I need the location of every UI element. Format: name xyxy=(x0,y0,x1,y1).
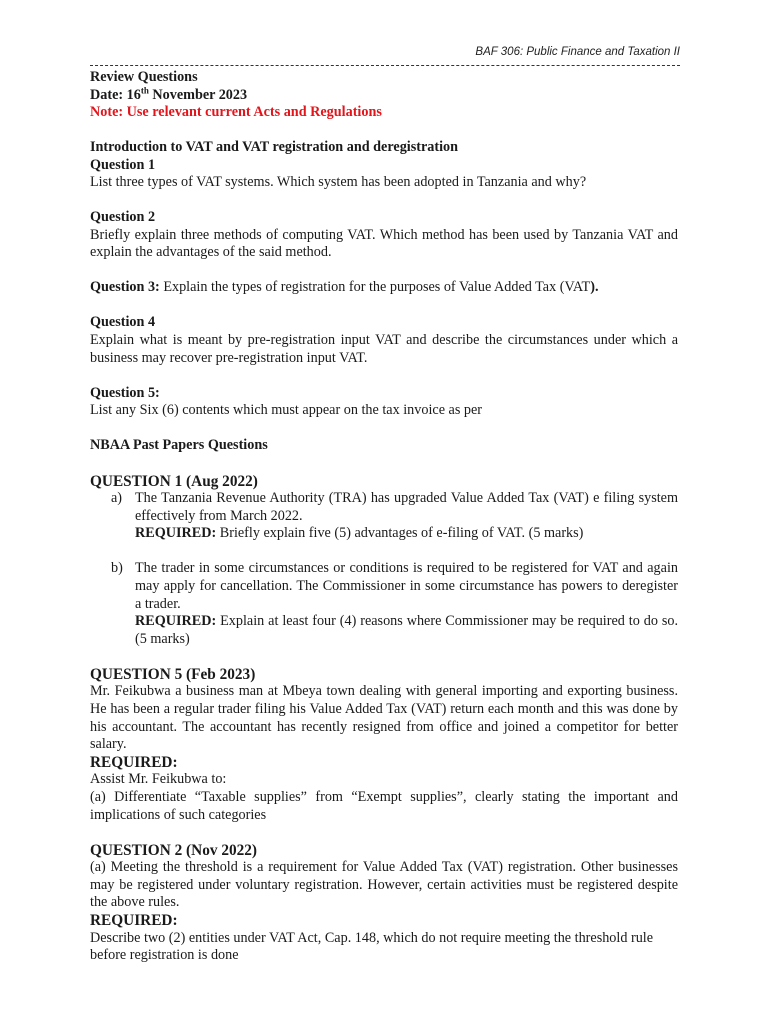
section-heading-intro: Introduction to VAT and VAT registration and deregistration xyxy=(90,139,459,156)
question-3-title: Question 3: xyxy=(90,279,160,296)
question-3 xyxy=(90,279,678,297)
nbaa-question-5-required: REQUIRED: xyxy=(90,753,178,771)
nbaa-question-2-describe: Describe two (2) entities under VAT Act, Cap. 148, which do not require meeting the threshold rule before registration is done xyxy=(90,929,654,964)
item-b-text: The trader in some circumstances or conditions is required to be registered for VAT and again may apply for cancellation. The Commissioner in some circumstance has powers to deregister a trader. xyxy=(135,560,678,612)
nbaa-q1-item-a xyxy=(90,490,678,543)
question-1-text: List three types of VAT systems. Which system has been adopted in Tanzania and why? xyxy=(90,174,587,191)
question-5-text: List any Six (6) contents which must appear on the tax invoice as per xyxy=(90,402,483,419)
question-2-title: Question 2 xyxy=(90,209,156,226)
question-5-title: Question 5: xyxy=(90,384,160,401)
nbaa-question-5-text: Mr. Feikubwa a business man at Mbeya town dealing with general importing and exporting business. He has been a regular trader filing his Value Added Tax (VAT) return each month and this was done by his accountant. The accountant has recently resigned from office and joined a competitor for better salary. xyxy=(90,683,678,753)
item-b-label: b) xyxy=(111,560,123,577)
course-title: BAF 306: Public Finance and Taxation II xyxy=(475,46,680,58)
document-date xyxy=(90,84,678,105)
question-3-end: ). xyxy=(590,279,599,296)
item-a-text: The Tanzania Revenue Authority (TRA) has upgraded Value Added Tax (VAT) e filing system effectively from March 2022. xyxy=(135,490,678,524)
nbaa-question-5-title: QUESTION 5 (Feb 2023) xyxy=(90,665,256,683)
question-2-text: Briefly explain three methods of computing VAT. Which method has been used by Tanzania VAT and explain the advantages of the said method. xyxy=(90,226,678,261)
nbaa-q1-item-b xyxy=(90,560,678,648)
required-text: Explain at least four (4) reasons where Commissioner may be required to do so. (5 marks) xyxy=(135,613,678,647)
item-b-required xyxy=(135,613,678,648)
nbaa-question-2-text: (a) Meeting the threshold is a requirement for Value Added Tax (VAT) registration. Other businesses may be registered under voluntary registration. However, certain activities must be registered despite the above rules. xyxy=(90,859,678,911)
review-title: Review Questions xyxy=(90,69,198,85)
note-line: Note: Use relevant current Acts and Regulations xyxy=(90,104,382,121)
document-body xyxy=(90,69,678,965)
nbaa-question-1-title: QUESTION 1 (Aug 2022) xyxy=(90,472,258,490)
question-1-title: Question 1 xyxy=(90,156,156,173)
nbaa-question-5-part-a: (a) Differentiate “Taxable supplies” from “Exempt supplies”, clearly stating the important and implications of such categories xyxy=(90,789,678,823)
required-label: REQUIRED: xyxy=(135,525,217,542)
question-3-text: Explain the types of registration for the purposes of Value Added Tax (VAT xyxy=(159,279,591,296)
required-text: Briefly explain five (5) advantages of e-filing of VAT. (5 marks) xyxy=(216,525,584,542)
nbaa-question-5-assist: Assist Mr. Feikubwa to: xyxy=(90,771,227,788)
item-a-label: a) xyxy=(111,490,123,507)
date-superscript: th xyxy=(140,84,149,95)
question-4-title: Question 4 xyxy=(90,314,156,331)
question-4-text: Explain what is meant by pre-registration input VAT and describe the circumstances under which a business may recover pre-registration input VAT. xyxy=(90,332,678,366)
nbaa-question-2-title: QUESTION 2 (Nov 2022) xyxy=(90,841,258,859)
date-suffix: November 2023 xyxy=(148,86,248,103)
date-prefix: Date: 16 xyxy=(90,86,141,103)
item-a-required xyxy=(135,525,678,543)
section-heading-nbaa: NBAA Past Papers Questions xyxy=(90,437,268,454)
required-label: REQUIRED: xyxy=(135,613,217,630)
nbaa-question-2-required: REQUIRED: xyxy=(90,912,178,930)
running-header xyxy=(90,44,680,66)
